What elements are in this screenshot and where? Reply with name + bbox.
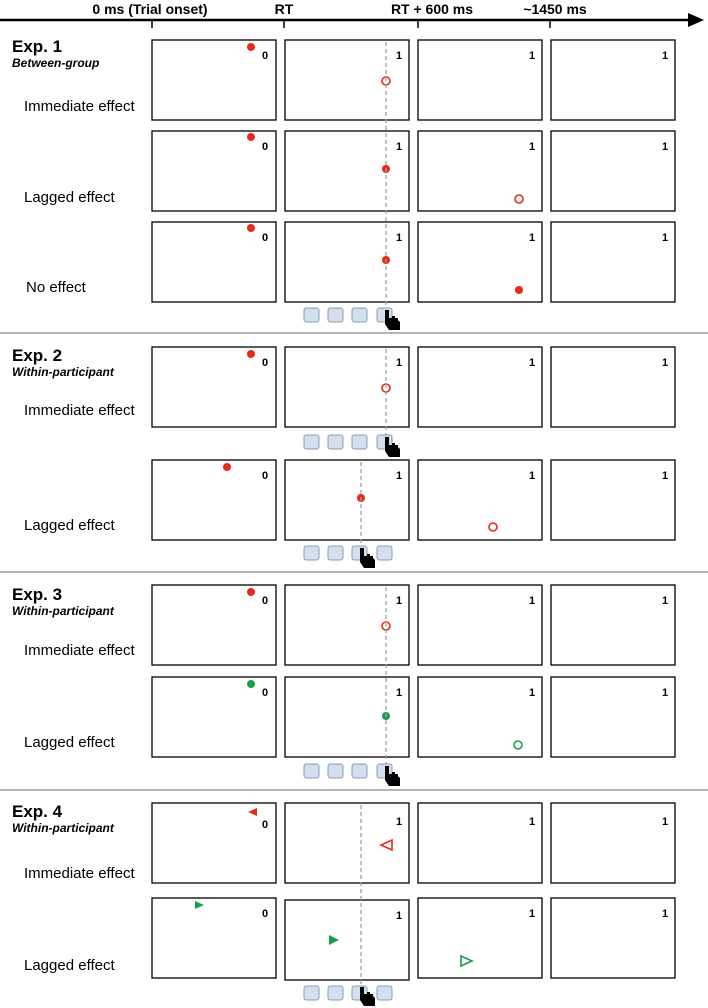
frame-counter: 1 <box>395 687 403 699</box>
exp-2-subtitle: Within-participant <box>12 365 114 379</box>
frame-counter: 1 <box>661 470 669 482</box>
frame-counter: 1 <box>661 141 669 153</box>
frame-rt-600 <box>418 677 542 757</box>
frame-onset <box>152 131 276 211</box>
frame-rt <box>285 677 409 757</box>
response-key-icon <box>328 764 343 778</box>
frame-rt-600 <box>418 803 542 883</box>
frame-counter: 1 <box>528 595 536 607</box>
frame-counter: 1 <box>395 910 403 922</box>
target-dot-filled <box>515 286 523 294</box>
frame-1450 <box>551 347 675 427</box>
frame-rt <box>285 222 409 302</box>
frame-counter: 1 <box>528 357 536 369</box>
frame-rt <box>285 460 409 540</box>
frame-rt <box>285 900 409 980</box>
frame-rt-600 <box>418 460 542 540</box>
timeline <box>0 1 704 28</box>
frame-onset <box>152 677 276 757</box>
target-dot-filled-green <box>247 680 255 688</box>
frame-onset <box>152 222 276 302</box>
row-label: Immediate effect <box>24 402 135 419</box>
response-keypad <box>304 308 400 330</box>
experiment-2 <box>12 346 675 568</box>
frame-counter: 0 <box>261 470 269 482</box>
timeline-arrowhead-icon <box>688 13 704 27</box>
frame-counter: 1 <box>528 908 536 920</box>
experiment-1 <box>12 37 675 330</box>
frame-counter: 0 <box>261 908 269 920</box>
response-keypad <box>304 764 400 786</box>
target-dot-filled <box>223 463 231 471</box>
frame-counter: 0 <box>261 141 269 153</box>
exp-1-row-lagged <box>24 131 675 211</box>
response-key-icon <box>304 435 319 449</box>
frame-onset <box>152 803 276 883</box>
response-key-icon <box>328 435 343 449</box>
frame-1450 <box>551 898 675 978</box>
target-dot-filled <box>247 133 255 141</box>
target-dot-filled <box>247 588 255 596</box>
row-label: Lagged effect <box>24 189 115 206</box>
frame-rt <box>285 131 409 211</box>
exp-1-subtitle: Between-group <box>12 56 100 70</box>
exp-4-row-immediate <box>24 803 675 883</box>
frame-onset <box>152 40 276 120</box>
response-keypad <box>304 546 392 568</box>
response-keypad <box>304 435 400 457</box>
frame-onset <box>152 585 276 665</box>
response-key-icon <box>377 986 392 1000</box>
row-label: Immediate effect <box>24 865 135 882</box>
response-key-icon <box>328 986 343 1000</box>
row-label: Lagged effect <box>24 957 115 974</box>
frame-counter: 1 <box>528 141 536 153</box>
frame-counter: 1 <box>661 357 669 369</box>
response-key-icon <box>304 546 319 560</box>
exp-3-title: Exp. 3 <box>12 585 63 604</box>
frame-1450 <box>551 803 675 883</box>
frame-1450 <box>551 222 675 302</box>
frame-counter: 1 <box>395 595 403 607</box>
frame-counter: 0 <box>261 819 269 831</box>
timeline-label-onset: 0 ms (Trial onset) <box>92 1 208 17</box>
row-label: Lagged effect <box>24 517 115 534</box>
frame-rt <box>285 803 409 883</box>
frame-onset <box>152 898 276 978</box>
frame-counter: 1 <box>661 595 669 607</box>
frame-counter: 1 <box>395 232 403 244</box>
frame-counter: 1 <box>528 816 536 828</box>
frame-1450 <box>551 131 675 211</box>
exp-1-row-no-effect <box>26 222 675 302</box>
response-key-icon <box>328 308 343 322</box>
row-label: Lagged effect <box>24 734 115 751</box>
frame-rt-600 <box>418 898 542 978</box>
frame-1450 <box>551 40 675 120</box>
frame-counter: 0 <box>261 357 269 369</box>
exp-1-row-immediate <box>24 40 675 120</box>
response-key-icon <box>304 308 319 322</box>
frame-1450 <box>551 677 675 757</box>
response-key-icon <box>304 764 319 778</box>
exp-3-row-lagged <box>24 677 675 757</box>
frame-onset <box>152 347 276 427</box>
target-dot-filled <box>247 224 255 232</box>
frame-counter: 1 <box>395 816 403 828</box>
timeline-label-rt: RT <box>274 1 294 17</box>
target-dot-filled <box>247 43 255 51</box>
frame-counter: 1 <box>528 50 536 62</box>
exp-4-row-lagged <box>24 898 675 980</box>
frame-counter: 0 <box>261 232 269 244</box>
frame-counter: 1 <box>661 816 669 828</box>
row-label: Immediate effect <box>24 642 135 659</box>
frame-counter: 1 <box>661 50 669 62</box>
frame-counter: 1 <box>395 470 403 482</box>
frame-counter: 0 <box>261 50 269 62</box>
frame-1450 <box>551 585 675 665</box>
response-key-icon <box>352 764 367 778</box>
frame-counter: 1 <box>528 470 536 482</box>
target-dot-filled <box>247 350 255 358</box>
frame-rt-600 <box>418 222 542 302</box>
frame-rt-600 <box>418 347 542 427</box>
row-label: Immediate effect <box>24 98 135 115</box>
response-key-icon <box>377 546 392 560</box>
frame-onset <box>152 460 276 540</box>
timeline-label-1450: ~1450 ms <box>523 1 587 17</box>
frame-1450 <box>551 460 675 540</box>
response-key-icon <box>304 986 319 1000</box>
frame-counter: 1 <box>395 141 403 153</box>
frame-counter: 1 <box>395 50 403 62</box>
response-key-icon <box>352 435 367 449</box>
exp-2-title: Exp. 2 <box>12 346 63 365</box>
frame-counter: 1 <box>528 232 536 244</box>
frame-counter: 1 <box>661 908 669 920</box>
exp-2-row-immediate <box>24 347 675 427</box>
timeline-label-rt-600: RT + 600 ms <box>390 1 474 17</box>
frame-counter: 1 <box>661 687 669 699</box>
exp-4-subtitle: Within-participant <box>12 821 114 835</box>
frame-counter: 1 <box>395 357 403 369</box>
frame-rt-600 <box>418 585 542 665</box>
response-key-icon <box>328 546 343 560</box>
frame-counter: 1 <box>661 232 669 244</box>
response-key-icon <box>352 308 367 322</box>
exp-1-title: Exp. 1 <box>12 37 63 56</box>
exp-2-row-lagged <box>24 460 675 540</box>
exp-4-title: Exp. 4 <box>12 802 63 821</box>
experiment-3 <box>12 585 675 786</box>
frame-counter: 0 <box>261 595 269 607</box>
response-keypad <box>304 986 392 1006</box>
row-label: No effect <box>26 279 86 296</box>
frame-counter: 1 <box>528 687 536 699</box>
exp-3-subtitle: Within-participant <box>12 604 114 618</box>
exp-3-row-immediate <box>24 585 675 665</box>
frame-counter: 0 <box>261 687 269 699</box>
frame-rt-600 <box>418 40 542 120</box>
experiment-4 <box>12 802 675 1006</box>
